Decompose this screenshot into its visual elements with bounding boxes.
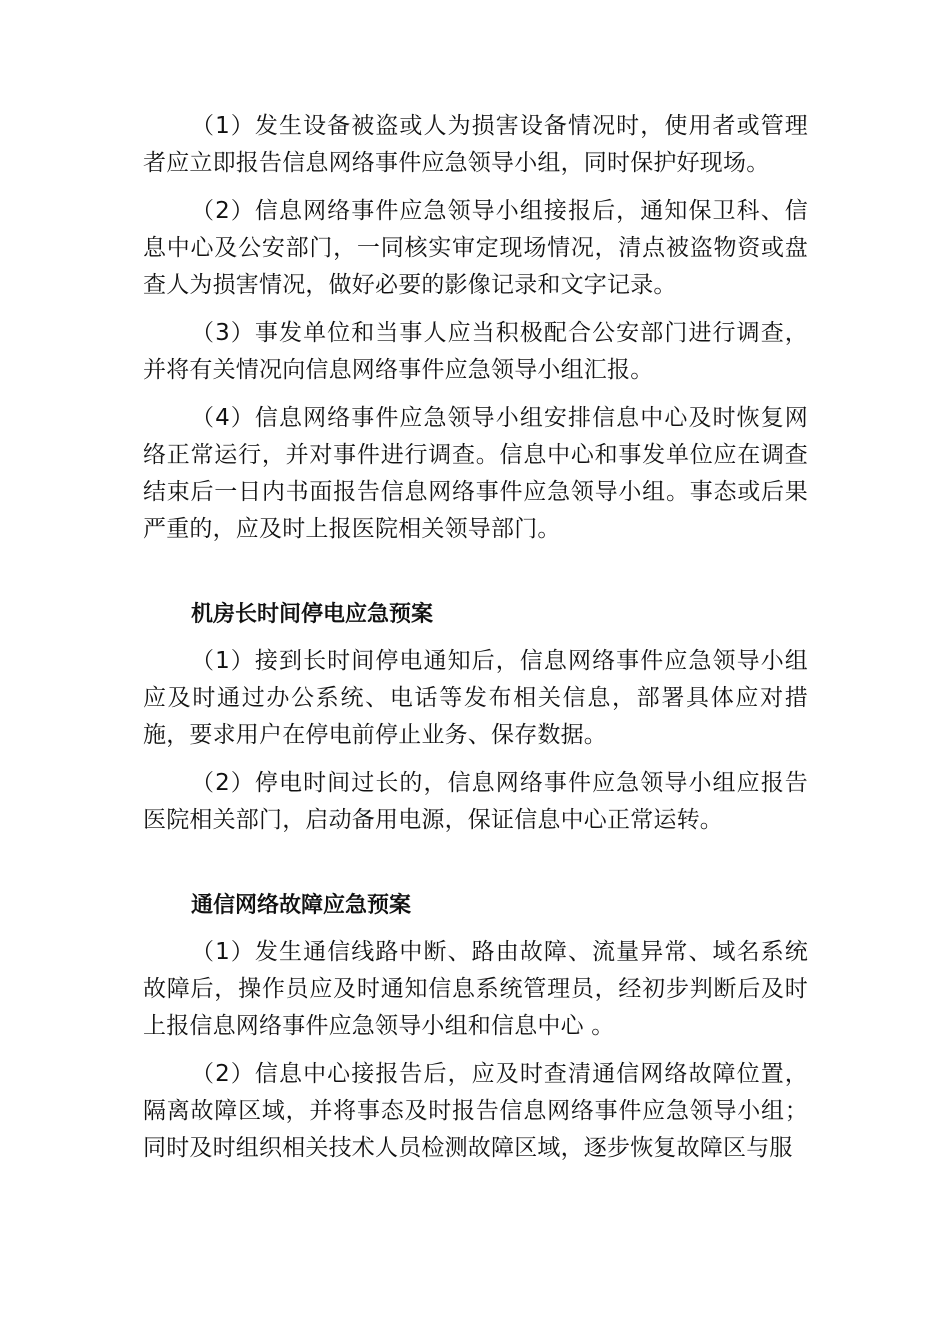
paragraph-2: （2）信息网络事件应急领导小组接报后，通知保卫科、信息中心及公安部门，一同核实审定现场情况，清点被盗物资或盘查人为损害情况，做好必要的影像记录和文字记录。: [143, 198, 808, 298]
section-heading-power-outage: 机房长时间停电应急预案: [191, 602, 434, 627]
power-paragraph-1: （1）接到长时间停电通知后，信息网络事件应急领导小组应及时通过办公系统、电话等发布相关信息，部署具体应对措施，要求用户在停电前停止业务、保存数据。: [143, 648, 808, 748]
paragraph-1: （1）发生设备被盗或人为损害设备情况时，使用者或管理者应立即报告信息网络事件应急领导小组，同时保护好现场。: [143, 113, 808, 176]
section-heading-network-failure: 通信网络故障应急预案: [191, 893, 412, 918]
power-paragraph-2: （2）停电时间过长的，信息网络事件应急领导小组应报告医院相关部门，启动备用电源，保证信息中心正常运转。: [143, 770, 808, 833]
network-paragraph-1: （1）发生通信线路中断、路由故障、流量异常、域名系统故障后，操作员应及时通知信息系统管理员，经初步判断后及时上报信息网络事件应急领导小组和信息中心 。: [143, 939, 808, 1039]
network-paragraph-2: （2）信息中心接报告后，应及时查清通信网络故障位置，隔离故障区域，并将事态及时报告信息网络事件应急领导小组；同时及时组织相关技术人员检测故障区域，逐步恢复故障区与服: [143, 1061, 808, 1161]
paragraph-4: （4）信息网络事件应急领导小组安排信息中心及时恢复网络正常运行，并对事件进行调查。信息中心和事发单位应在调查结束后一日内书面报告信息网络事件应急领导小组。事态或后果严重的，应及时上报医院相关领导部门。: [143, 405, 808, 542]
paragraph-3: （3）事发单位和当事人应当积极配合公安部门进行调查，并将有关情况向信息网络事件应急领导小组汇报。: [143, 320, 808, 383]
document-body: [143, 108, 808, 1167]
